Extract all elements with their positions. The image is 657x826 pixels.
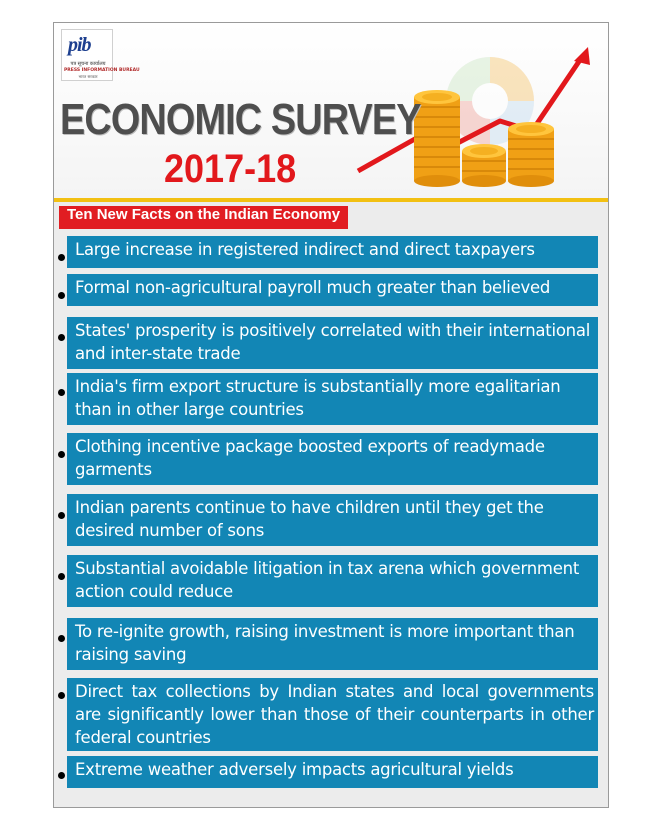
pib-logo-caption-hindi-small: भारत सरकार bbox=[78, 74, 98, 79]
fact-item: Substantial avoidable litigation in tax arena which government action could reduce bbox=[67, 555, 598, 607]
fact-item: States' prosperity is positively correlated with their international and inter-state trade bbox=[67, 317, 598, 369]
fact-item: India's firm export structure is substantially more egalitarian than in other large countries bbox=[67, 373, 598, 425]
fact-item: Indian parents continue to have children until they get the desired number of sons bbox=[67, 494, 598, 546]
pib-logo-mark: pib bbox=[68, 34, 91, 56]
bullet-icon bbox=[58, 451, 65, 458]
pib-logo-caption-english: PRESS INFORMATION BUREAU bbox=[64, 68, 140, 73]
bullet-icon bbox=[58, 389, 65, 396]
fact-item: Formal non-agricultural payroll much greater than believed bbox=[67, 274, 598, 306]
fact-item: Direct tax collections by Indian states and local governments are significantly lower than those of their counterparts in other federal countries bbox=[67, 678, 598, 751]
section-subtitle: Ten New Facts on the Indian Economy bbox=[59, 206, 348, 229]
pib-logo-caption-hindi: पत्र सूचना कार्यालय bbox=[70, 61, 106, 67]
bullet-icon bbox=[58, 512, 65, 519]
bullet-icon bbox=[58, 692, 65, 699]
bullet-icon bbox=[58, 772, 65, 779]
bullet-icon bbox=[58, 254, 65, 261]
bullet-icon bbox=[58, 292, 65, 299]
facts-list bbox=[54, 23, 609, 808]
fact-item: Large increase in registered indirect and direct taxpayers bbox=[67, 236, 598, 268]
infographic-card bbox=[53, 22, 609, 808]
survey-year: 2017-18 bbox=[164, 147, 297, 191]
page-title: ECONOMIC SURVEY bbox=[60, 95, 421, 144]
bullet-icon bbox=[58, 635, 65, 642]
fact-item: To re-ignite growth, raising investment is more important than raising saving bbox=[67, 618, 598, 670]
bullet-icon bbox=[58, 334, 65, 341]
fact-item: Extreme weather adversely impacts agricultural yields bbox=[67, 756, 598, 788]
bullet-icon bbox=[58, 573, 65, 580]
fact-item: Clothing incentive package boosted exports of readymade garments bbox=[67, 433, 598, 485]
